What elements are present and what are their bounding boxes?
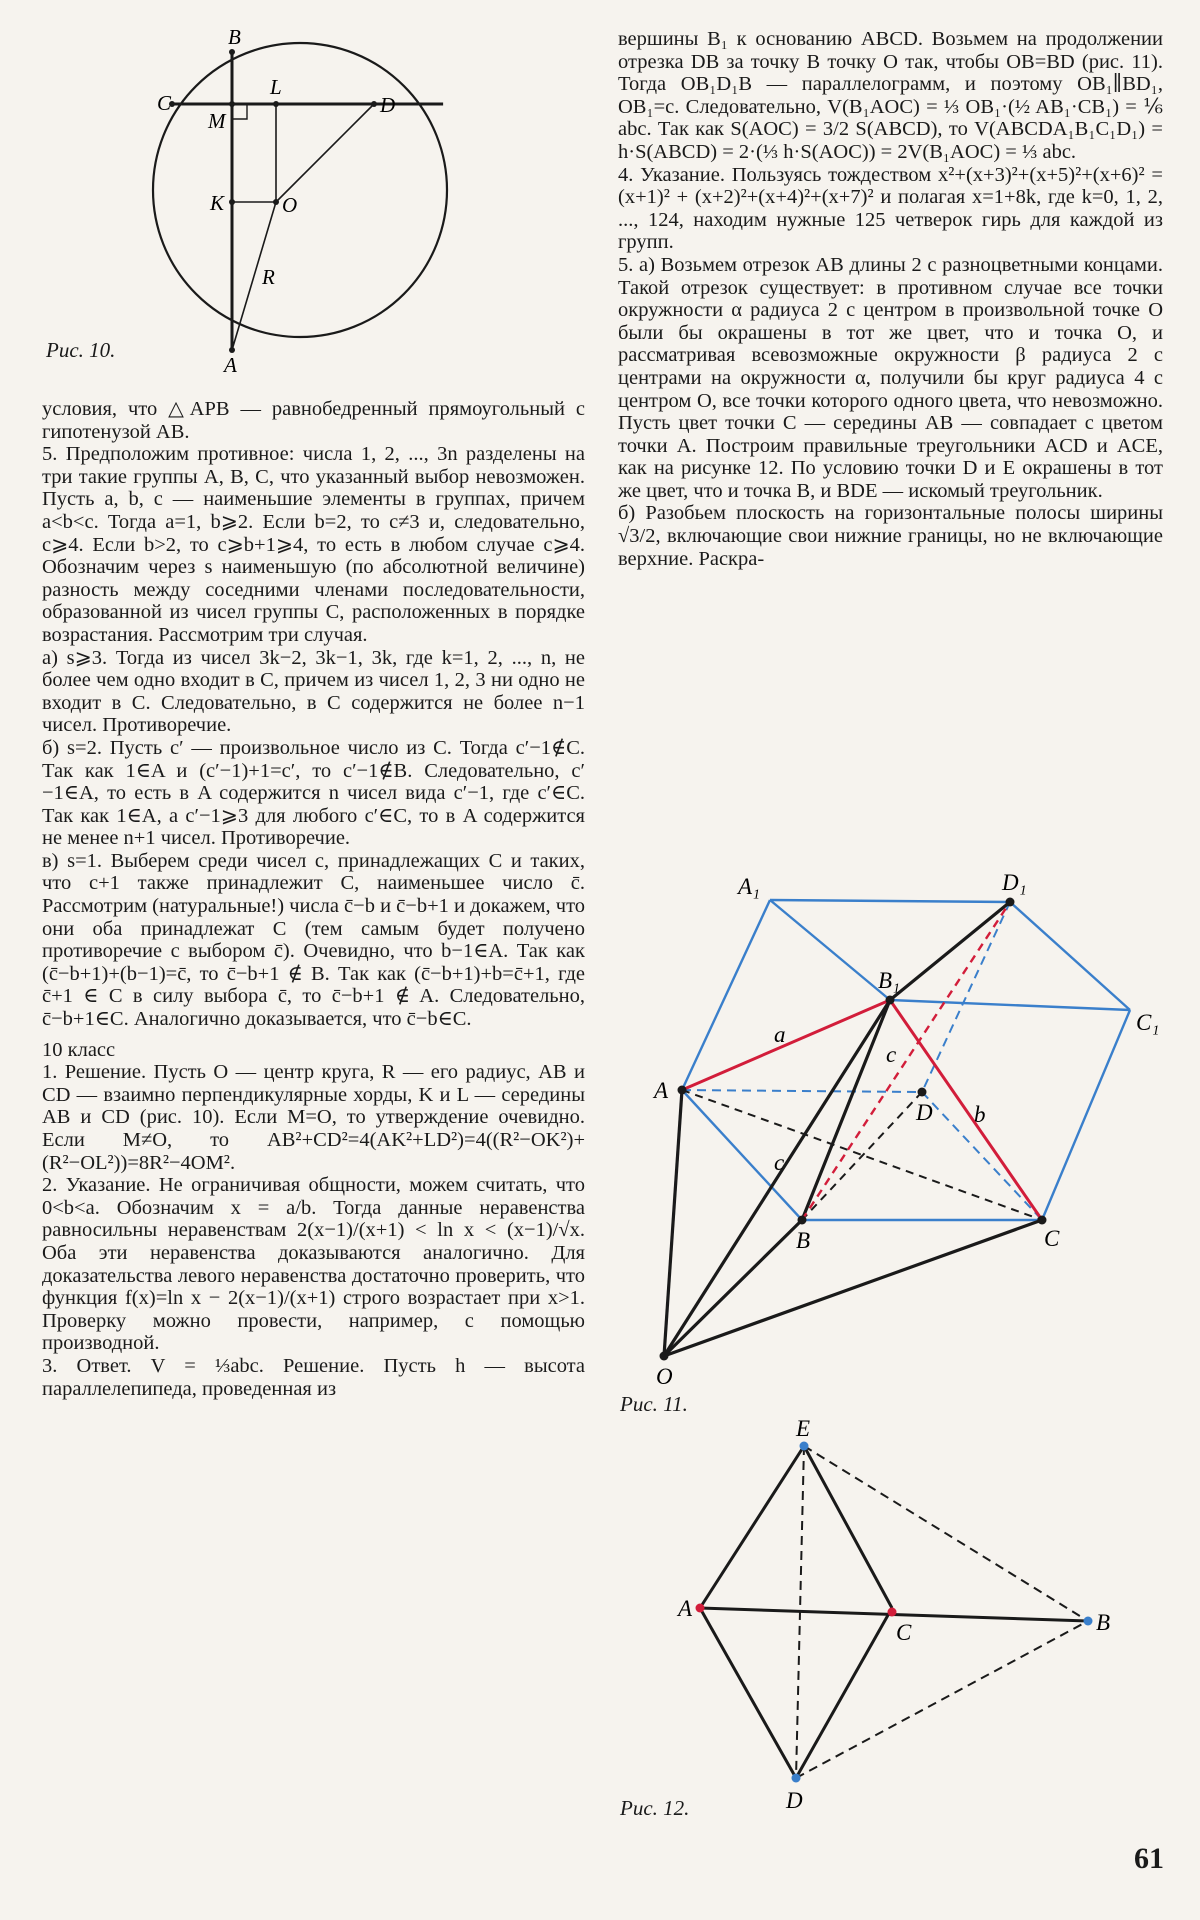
figure-10 (140, 20, 460, 375)
fig10-label-o: O (282, 193, 298, 217)
fig10-circle (153, 43, 447, 337)
fig11-label-a1: A₁ (738, 874, 761, 899)
left-column (42, 398, 585, 1400)
fig12-label-b: B (1096, 1610, 1111, 1635)
fig11-label-c: C (1044, 1226, 1060, 1251)
fig11-label-edge-c: c (886, 1042, 897, 1067)
fig12-label-c: C (896, 1620, 912, 1645)
fig10-label-l: L (270, 75, 282, 99)
figure-12 (670, 1418, 1120, 1818)
fig10-label-b: B (228, 25, 241, 49)
fig10-right-angle (232, 104, 247, 119)
right-paragraph: б) Разобьем плоскость на горизонтальные полосы ширины √3/2, включающие свои нижние границы, но не включающие верхние. Раскра- (618, 502, 1163, 570)
left-paragraph: 5. Предположим противное: числа 1, 2, ..., 3n разделены на три такие группы A, B, C, что указанный выбор невозможен. Пусть a, b, c — наименьшие элементы в группах, причем a<b<c. Тогда a=1, b⩾2. Если b=2, то c≠3 и, следовательно, c⩾4. Если b>2, то c⩾b+1⩾4, то есть в любом случае c⩾4. Обозначим через s наименьшую (по абсолютной величине) разность между соседними членами последовательности, образованной из чисел группы C, расположенных в порядке возрастания. Рассмотрим три случая. (42, 443, 585, 646)
fig10-label-d: D (380, 93, 396, 117)
right-paragraph: 5. а) Возьмем отрезок AB длины 2 с разноцветными концами. Такой отрезок существует: в противном случае все точки окружности α радиуса 2 с центром в произвольной точке O были бы окрашены в тот же цвет, что и точка O, и рассматривая всевозможные окружности β радиуса 2 с центрами на окружности α, получили бы круг радиуса 4 с центром O, все точки которого одного цвета, что невозможно. Пусть цвет точки C — середины AB — совпадает с цветом точки A. Построим правильные треугольники ACD и ACE, как на рисунке 12. По условию точки D и E окрашены в тот же цвет, что и точка B, и BDE — искомый треугольник. (618, 253, 1163, 502)
fig10-label-c: C (157, 91, 172, 115)
left-paragraph: 3. Ответ. V = ⅓abc. Решение. Пусть h — высота параллелепипеда, проведенная из (42, 1354, 585, 1400)
fig10-caption: Рис. 10. (46, 338, 116, 362)
left-paragraph: б) s=2. Пусть c′ — произвольное число из C. Тогда c′−1∉C. Так как 1∈A и (c′−1)+1=c′, то c′−1∉B. Следовательно, c′−1∈A, то есть в A содержится n чисел вида c′−1, где c′∈C. Так как 1∈A, а c′−1⩾3 для любого c′∈C, то в A содержится не менее n+1 чисел. Противоречие. (42, 736, 585, 850)
left-paragraph: 1. Решение. Пусть O — центр круга, R — его радиус, AB и CD — взаимно перпендикулярные хорды, K и L — середины AB и CD (рис. 10). Если M=O, то утверждение очевидно. Если M≠O, то AB²+CD²=4(AK²+LD²)=4((R²−OK²)+(R²−OL²))=8R²−4OM². (42, 1061, 585, 1174)
left-paragraph: а) s⩾3. Тогда из чисел 3k−2, 3k−1, 3k, где k=1, 2, ..., n, не более чем одно входит в C, причем из чисел 1, 2, 3 ни одно не входит в C. Следовательно, в C содержится не более n−1 чисел. Противоречие. (42, 646, 585, 737)
grade-heading: 10 класс (42, 1038, 116, 1061)
fig10-label-k: K (210, 191, 225, 215)
page-number: 61 (1134, 1842, 1164, 1875)
fig11-label-edge-b: b (974, 1102, 986, 1127)
fig12-label-e: E (796, 1418, 811, 1441)
fig11-label-o: O (656, 1364, 673, 1389)
right-paragraph: вершины B₁ к основанию ABCD. Возьмем на продолжении отрезка DB за точку B точку O так, чтобы OB=BD (рис. 11). Тогда OB₁D₁B — параллелограмм, и поэтому OB₁∥BD₁, OB₁=c. Следовательно, V(B₁AOC) = ⅓ OB₁·(½ AB₁·CB₁) = ⅙ abc. Так как S(AOC) = 3/2 S(ABCD), то V(ABCDA₁B₁C₁D₁) = h·S(ABCD) = 2·(⅓ h·S(AOC)) = 2V(B₁AOC) = ⅓ abc. (618, 28, 1163, 163)
fig12-label-d: D (786, 1788, 803, 1813)
right-paragraph: 4. Указание. Пользуясь тождеством x²+(x+3)²+(x+5)²+(x+6)² = (x+1)² + (x+2)²+(x+4)²+(x+7)² и полагая x=1+8k, где k=0, 1, 2, ..., 124, находим нужные 125 четверок гирь для каждой из групп. (618, 163, 1163, 254)
fig11-label-edge-c: c (774, 1150, 785, 1175)
fig11-label-b: B (796, 1228, 811, 1253)
fig11-caption: Рис. 11. (620, 1392, 688, 1416)
figure-11 (640, 870, 1180, 1390)
fig10-label-m: M (208, 109, 226, 133)
fig10-od (276, 104, 374, 202)
fig12-caption: Рис. 12. (620, 1796, 690, 1820)
fig11-label-b1: B₁ (878, 968, 901, 993)
fig11-label-c1: C₁ (1136, 1010, 1160, 1035)
fig10-label-r: R (262, 265, 275, 289)
fig11-label-d1: D₁ (1002, 870, 1027, 895)
fig11-label-edge-a: a (774, 1022, 786, 1047)
left-paragraph: в) s=1. Выберем среди чисел c, принадлежащих C и таких, что c+1 также принадлежит C, наименьшее число c̄. Рассмотрим (натуральные!) числа c̄−b и c̄−b+1 и докажем, что они оба принадлежат C (тем самым будет получено противоречие с выбором c̄). Очевидно, что b−1∈A. Так как (c̄−b+1)+(b−1)=c̄, то c̄−b+1 ∉ B. Так как (c̄−b+1)+b=c̄+1, где c̄+1 ∈ C в силу выбора c̄, то c̄−b+1 ∉ A. Следовательно, c̄−b+1∈C. Аналогично доказывается, что c̄−b∈C. (42, 849, 586, 1031)
fig11-label-d: D (916, 1100, 933, 1125)
right-column (618, 28, 1163, 570)
fig12-label-a: A (678, 1596, 693, 1621)
left-paragraph: условия, что △APB — равнобедренный прямоугольный с гипотенузой AB. (42, 398, 585, 443)
fig10-label-a: A (224, 353, 237, 375)
left-paragraph: 2. Указание. Не ограничивая общности, можем считать, что 0<b<a. Обозначим x = a/b. Тогда данные неравенства равносильны неравенствам 2(x−1)/(x+1) < ln x < (x−1)/√x. Оба эти неравенства доказываются аналогично. Для доказательства левого неравенства достаточно проверить, что функция f(x)=ln x − 2(x−1)/(x+1) строго возрастает при x>1. Проверку можно провести, например, с помощью производной. (42, 1174, 585, 1355)
fig11-label-a: A (654, 1078, 669, 1103)
